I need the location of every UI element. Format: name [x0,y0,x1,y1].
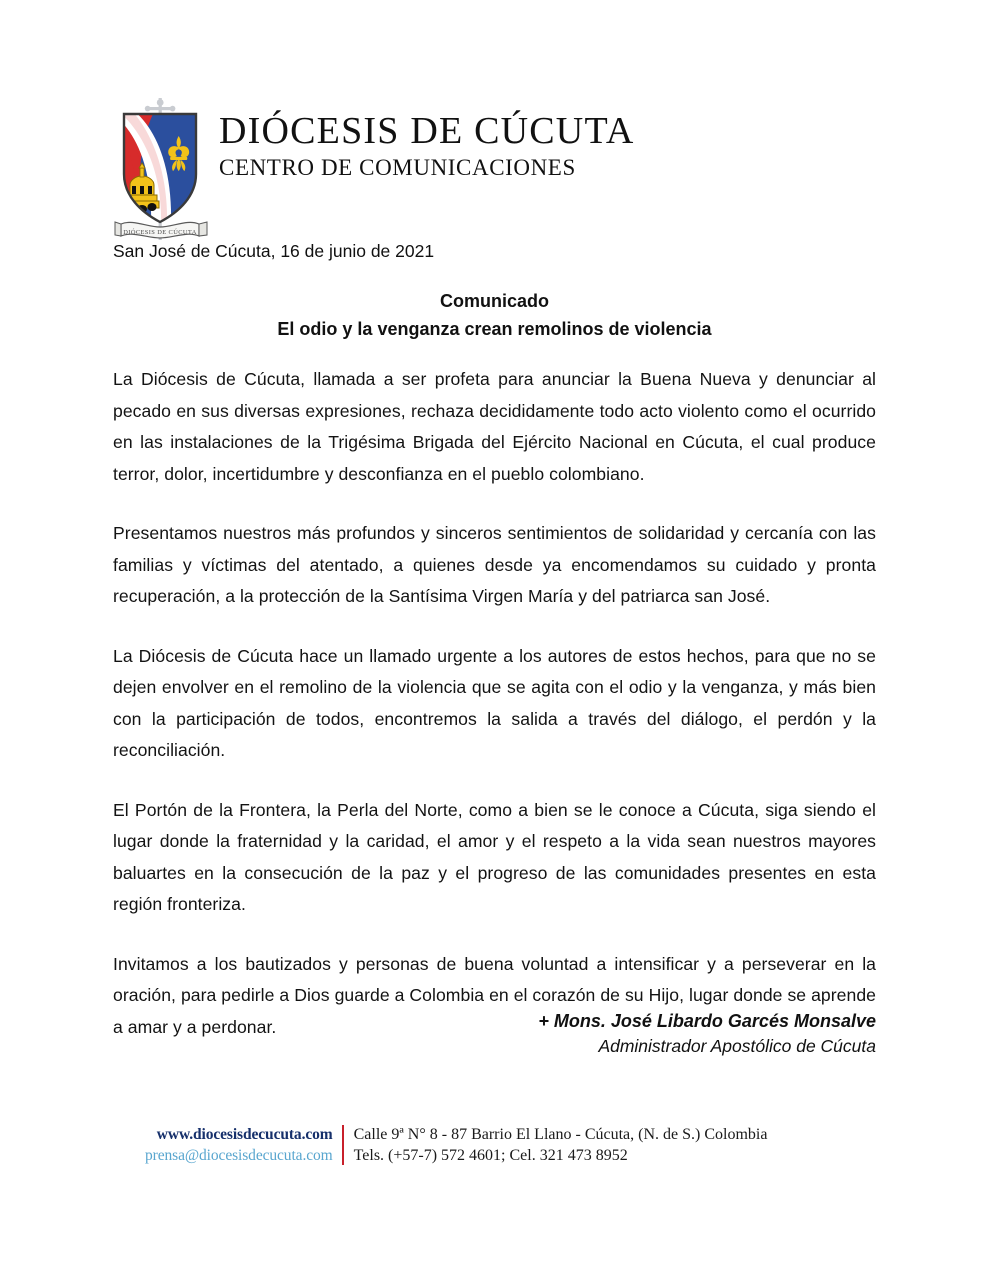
footer-phones: Tels. (+57-7) 572 4601; Cel. 321 473 8952 [353,1147,628,1164]
footer-email-link[interactable]: prensa@diocesisdecucuta.com [145,1147,333,1164]
document-title: El odio y la venganza crean remolinos de violencia [277,318,712,339]
letterhead-titles [219,96,634,181]
footer-contact-right [344,1124,768,1167]
body-copy [113,364,876,1043]
paragraph-3: La Diócesis de Cúcuta hace un llamado urgente a los autores de estos hechos, para que no se dejen envolver en el remolino de la violencia que se agita con el odio y la venganza, y más bien con la participación de todos, encontremos la salida a través del diálogo, el perdón y la reconciliación. [113,645,876,760]
organization-name: DIÓCESIS DE CÚCUTA [219,110,635,152]
document-kind: Comunicado [439,291,549,311]
paragraph-5: Invitamos a los bautizados y personas de buena voluntad a intensificar y a perseverar en la oración, para pedirle a Dios guarde a Colombia en el corazón de su Hijo, lugar donde se aprende a amar y a perdonar. [113,953,876,1037]
footer-address: Calle 9ª N° 8 - 87 Barrio El Llano - Cúcuta, (N. de S.) Colombia [353,1126,768,1143]
dateline: San José de Cúcuta, 16 de junio de 2021 [113,241,435,261]
paragraph-1: La Diócesis de Cúcuta, llamada a ser profeta para anunciar la Buena Nueva y denunciar al pecado en sus diversas expresiones, rechaza decididamente todo acto violento como el ocurrido en las instalaciones de la Trigésima Brigada del Ejército Nacional en Cúcuta, el cual produce terror, dolor, incertidumbre y desconfianza en el pueblo colombiano. [113,369,876,484]
footer-contact-left [145,1124,342,1167]
signature-block [113,1008,876,1059]
paragraph-2: Presentamos nuestros más profundos y sinceros sentimientos de solidaridad y cercanía con las familias y víctimas del atentado, a quienes desde ya encomendamos su cuidado y pronta recuperación, a la protección de la Santísima Virgen María y del patriarca san José. [113,523,876,606]
diocese-coat-of-arms-icon [113,96,209,242]
footer-website-link[interactable]: www.diocesisdecucuta.com [156,1126,333,1143]
signatory-name: + Mons. José Libardo Garcés Monsalve [538,1011,876,1031]
paragraph-4: El Portón de la Frontera, la Perla del Norte, como a bien se le conoce a Cúcuta, siga siendo el lugar donde la fraternidad y la caridad, el amor y el respeto a la vida sean nuestros mayores baluartes en la consecución de la paz y el progreso de las comunidades presentes en esta región fronteriza. [113,799,876,914]
footer [145,1124,767,1167]
department-name: CENTRO DE COMUNICACIONES [219,155,576,180]
document-heading [113,288,876,344]
letterhead [113,96,873,246]
signatory-role: Administrador Apostólico de Cúcuta [598,1036,876,1057]
svg-text:DIÓCESIS DE CÚCUTA: DIÓCESIS DE CÚCUTA [123,229,197,236]
